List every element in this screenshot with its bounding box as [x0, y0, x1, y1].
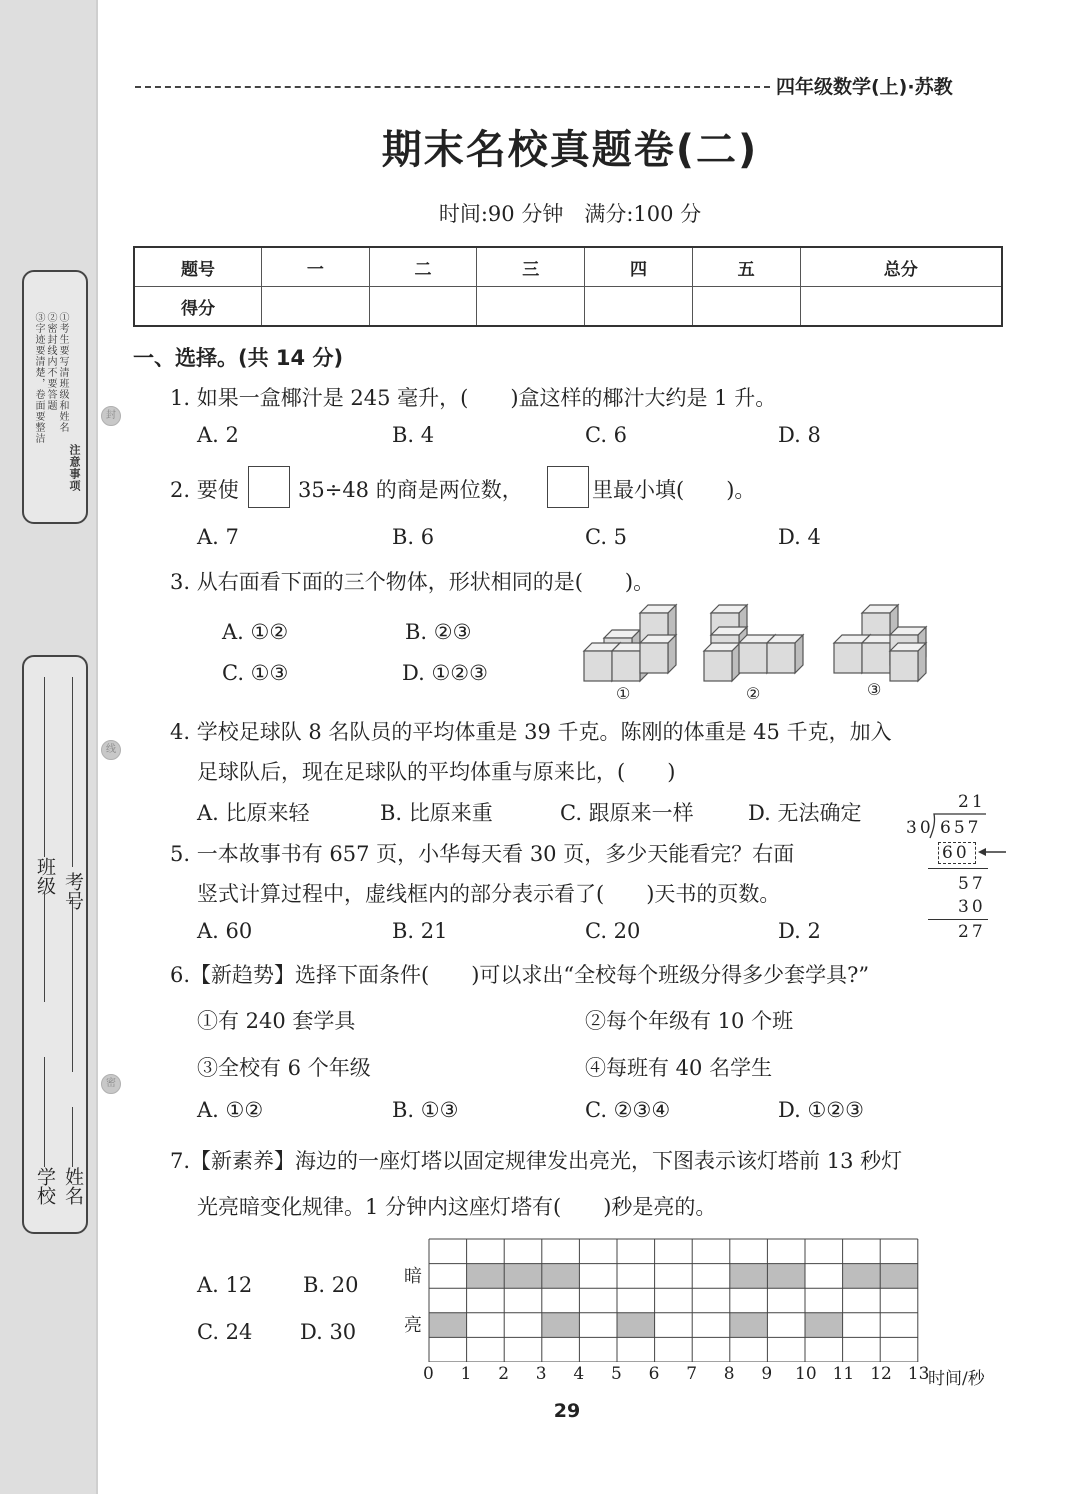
notice-line-2: ②密封线内不要答题 [45, 312, 56, 411]
school-field: 学校 [34, 1167, 56, 1205]
long-division [900, 792, 1010, 947]
score-table [133, 246, 1003, 327]
score-cell[interactable] [800, 287, 1002, 327]
division-dividend: 657 [940, 818, 982, 838]
q6-condition-4: ④每班有 40 名学生 [585, 1056, 773, 1080]
division-rule [928, 868, 988, 869]
q1-option-b[interactable]: B. 4 [392, 423, 435, 447]
q4-text-line2: 足球队后，现在足球队的平均体重与原来比，( ) [197, 760, 676, 784]
q2-option-a[interactable]: A. 7 [197, 525, 239, 549]
cube-figure-2 [704, 605, 803, 681]
q2-blank-box-1[interactable] [248, 466, 290, 508]
q2-option-b[interactable]: B. 6 [392, 525, 435, 549]
q7-option-b[interactable]: B. 20 [303, 1273, 359, 1297]
grid-x-unit: 时间/秒 [928, 1369, 985, 1389]
x-tick-label: 1 [460, 1364, 472, 1384]
x-tick-label: 3 [535, 1364, 547, 1384]
division-step1: 60 [942, 843, 970, 863]
q2-text-end: 里最小填( )。 [592, 478, 756, 502]
x-tick-label: 8 [723, 1364, 735, 1384]
division-divisor: 30 [906, 818, 934, 838]
bright-cell [542, 1313, 580, 1338]
lighthouse-grid [428, 1238, 920, 1362]
q2-text-middle: 35÷48 的商是两位数， [298, 478, 523, 502]
x-tick-label: 6 [648, 1364, 660, 1384]
header-cell: 题号 [134, 247, 262, 287]
field-line [44, 892, 45, 1002]
q3-option-a[interactable]: A. ①② [222, 620, 289, 644]
header-cell: 五 [692, 247, 800, 287]
figure-label-2: ② [746, 684, 761, 703]
q2-option-d[interactable]: D. 4 [778, 525, 821, 549]
field-line [44, 677, 45, 857]
page-title: 期末名校真题卷(二) [381, 127, 759, 173]
q5-text-line2: 竖式计算过程中，虚线框内的部分表示看了( )天书的页数。 [197, 882, 781, 906]
dark-cell [843, 1264, 881, 1289]
exam-meta: 时间:90 分钟 满分:100 分 [438, 202, 702, 226]
x-tick-label: 2 [498, 1364, 510, 1384]
score-cell[interactable] [477, 287, 585, 327]
notice-line-3: ③字迹要清楚，卷面要整洁 [33, 312, 44, 444]
q3-option-c[interactable]: C. ①③ [222, 661, 289, 685]
q6-option-a[interactable]: A. ①② [197, 1098, 264, 1122]
dark-cell [467, 1264, 505, 1289]
header-cell: 二 [369, 247, 477, 287]
series-label: 四年级数学(上)·苏教 [776, 76, 953, 98]
q2-option-c[interactable]: C. 5 [585, 525, 628, 549]
cube-figures [578, 600, 948, 705]
field-line [44, 1057, 45, 1167]
student-info-box [22, 655, 88, 1234]
x-tick-label: 0 [423, 1364, 434, 1384]
q6-option-d[interactable]: D. ①②③ [778, 1098, 864, 1122]
q3-option-b[interactable]: B. ②③ [405, 620, 472, 644]
cube-figure-3 [834, 605, 926, 681]
q4-option-b[interactable]: B. 比原来重 [380, 801, 493, 825]
cube-figure-1 [584, 605, 676, 681]
exam-number-field: 考号 [62, 872, 84, 910]
q1-option-d[interactable]: D. 8 [778, 423, 821, 447]
header-cell: 四 [585, 247, 693, 287]
x-tick-label: 10 [795, 1364, 817, 1384]
notice-box [22, 270, 88, 524]
class-field: 班级 [34, 857, 56, 895]
x-tick-label: 7 [686, 1364, 698, 1384]
header-cell: 三 [477, 247, 585, 287]
seal-mark-1: 封 [101, 406, 121, 426]
q5-option-b[interactable]: B. 21 [392, 919, 448, 943]
row-label: 得分 [134, 287, 262, 327]
q7-option-c[interactable]: C. 24 [197, 1320, 253, 1344]
division-rule [928, 919, 988, 920]
q2-blank-box-2[interactable] [547, 466, 589, 508]
q2-text-start: 2. 要使 [170, 478, 239, 502]
header-cell: 总分 [800, 247, 1002, 287]
x-tick-label: 13 [907, 1364, 930, 1384]
q7-option-a[interactable]: A. 12 [197, 1273, 253, 1297]
x-tick-label: 9 [761, 1364, 773, 1384]
seal-mark-3: 密 [101, 1074, 121, 1094]
q4-option-c[interactable]: C. 跟原来一样 [560, 801, 694, 825]
name-field: 姓名 [62, 1167, 84, 1205]
q4-text-line1: 4. 学校足球队 8 名队员的平均体重是 39 千克。陈刚的体重是 45 千克，加入 [170, 720, 892, 744]
figure-label-3: ③ [867, 680, 882, 699]
q7-text-line1: 7.【新素养】海边的一座灯塔以固定规律发出亮光，下图表示该灯塔前 13 秒灯 [170, 1149, 903, 1173]
field-line [72, 1107, 73, 1167]
dark-cell [730, 1264, 768, 1289]
q5-text-line1: 5. 一本故事书有 657 页，小华每天看 30 页，多少天能看完？右面 [170, 842, 795, 866]
q4-option-d[interactable]: D. 无法确定 [748, 801, 862, 825]
grid-row-label-bright: 亮 [404, 1315, 422, 1336]
section-heading: 一、选择。(共 14 分) [133, 346, 344, 370]
notice-title: 注意事项 [68, 444, 81, 492]
q1-text: 1. 如果一盒椰汁是 245 毫升，( )盒这样的椰汁大约是 1 升。 [170, 386, 777, 410]
q6-option-b[interactable]: B. ①③ [392, 1098, 459, 1122]
notice-line-1: ①考生要写清班级和姓名 [57, 312, 68, 433]
x-tick-label: 12 [870, 1364, 892, 1384]
bright-cell [429, 1313, 467, 1338]
bright-cell [805, 1313, 843, 1338]
field-line [72, 677, 73, 867]
score-cell[interactable] [692, 287, 800, 327]
q3-option-d[interactable]: D. ①②③ [402, 661, 488, 685]
division-remainder-2: 27 [958, 922, 986, 942]
q7-text-line2: 光亮暗变化规律。1 分钟内这座灯塔有( )秒是亮的。 [197, 1195, 717, 1219]
division-quotient: 21 [958, 792, 986, 812]
field-line [72, 897, 73, 1072]
q4-option-a[interactable]: A. 比原来轻 [197, 801, 310, 825]
header-cell: 一 [262, 247, 370, 287]
grid-row-label-dark: 暗 [404, 1266, 422, 1287]
bright-cell [617, 1313, 655, 1338]
dark-cell [504, 1264, 542, 1289]
q7-option-d[interactable]: D. 30 [300, 1320, 357, 1344]
division-remainder-1: 57 [958, 874, 986, 894]
q6-text: 6.【新趋势】选择下面条件( )可以求出“全校每个班级分得多少套学具?” [170, 963, 870, 987]
dark-cell [880, 1264, 918, 1289]
score-table-score-row [134, 287, 1002, 327]
x-tick-label: 4 [573, 1364, 585, 1384]
figure-label-1: ① [616, 684, 631, 703]
division-step2: 30 [958, 897, 986, 917]
dark-cell [767, 1264, 805, 1289]
score-cell[interactable] [585, 287, 693, 327]
score-cell[interactable] [262, 287, 370, 327]
q6-condition-1: ①有 240 套学具 [197, 1009, 356, 1033]
q1-option-a[interactable]: A. 2 [197, 423, 239, 447]
bright-cell [730, 1313, 768, 1338]
score-table-header-row [134, 247, 1002, 287]
q3-text: 3. 从右面看下面的三个物体，形状相同的是( )。 [170, 570, 655, 594]
score-cell[interactable] [369, 287, 477, 327]
q6-option-c[interactable]: C. ②③④ [585, 1098, 671, 1122]
header-dashed-line [135, 86, 770, 88]
dark-cell [542, 1264, 580, 1289]
q1-option-c[interactable]: C. 6 [585, 423, 628, 447]
q5-option-a[interactable]: A. 60 [197, 919, 253, 943]
x-tick-label: 11 [832, 1364, 855, 1384]
seal-mark-2: 线 [101, 740, 121, 760]
q5-option-d[interactable]: D. 2 [778, 919, 821, 943]
arrow-left-icon [976, 844, 1008, 860]
q6-condition-2: ②每个年级有 10 个班 [585, 1009, 794, 1033]
q5-option-c[interactable]: C. 20 [585, 919, 641, 943]
q6-condition-3: ③全校有 6 个年级 [197, 1056, 371, 1080]
x-tick-label: 5 [611, 1364, 622, 1384]
page-number: 29 [553, 1400, 581, 1422]
